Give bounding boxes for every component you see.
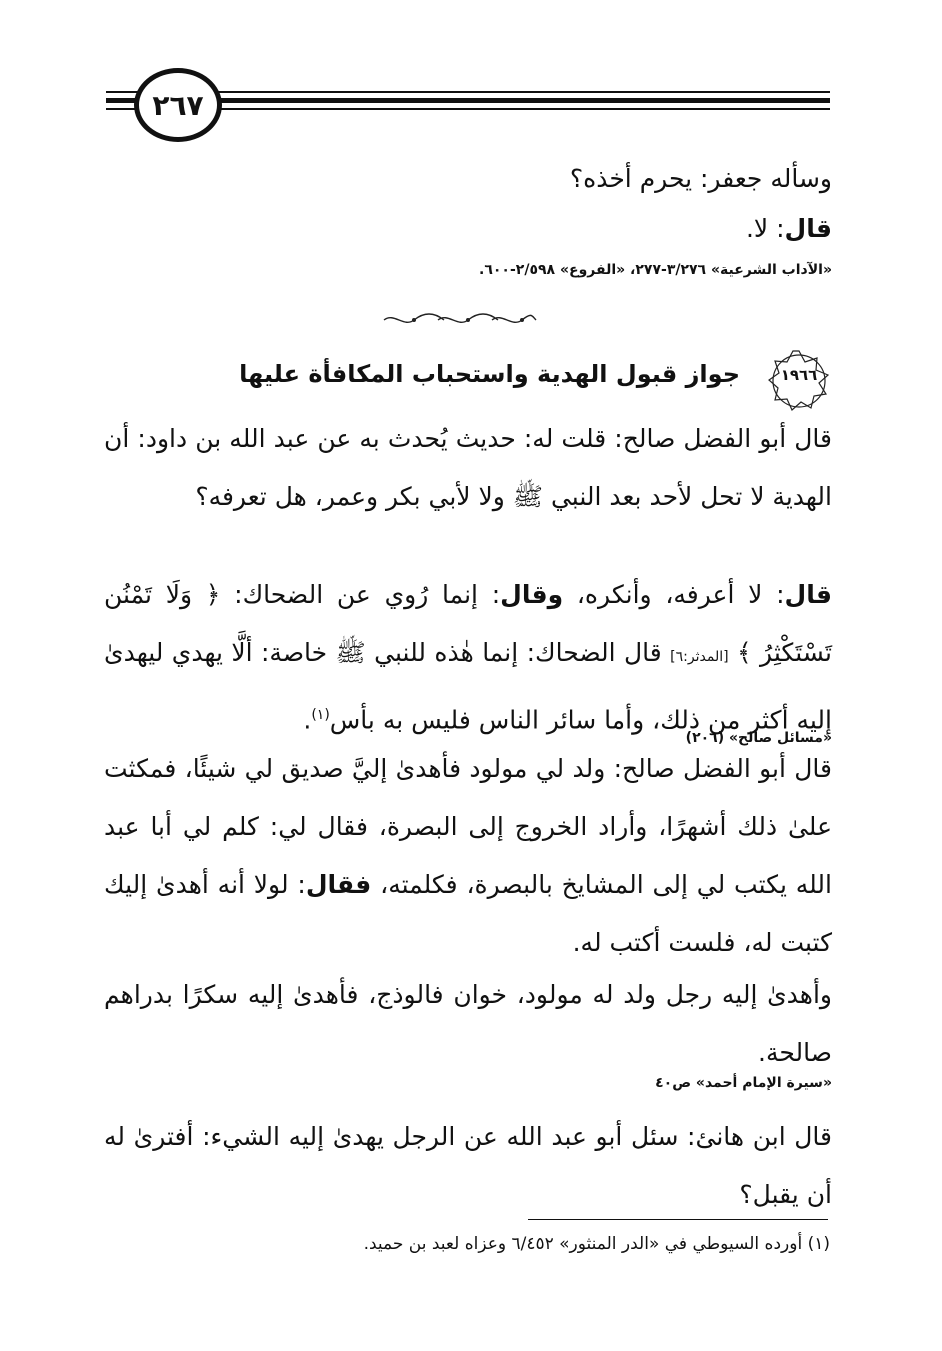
para2-label-2: وقال [500,580,564,609]
paragraph-5: قال ابن هانئ: سئل أبو عبد الله عن الرجل يهدىٰ إليه الشيء: أفترىٰ له أن يقبل؟ [104,1122,832,1209]
para3-label: فقال [305,870,372,899]
paragraph-2 [104,566,832,749]
paragraph-4: وأهدىٰ إليه رجل ولد له مولود، خوان فالوذج، فأهدىٰ إليه سكرًا بدراهم صالحة. [104,980,832,1067]
question-line: وسأله جعفر: يحرم أخذه؟ [569,164,832,193]
para2-label-1: قال [784,580,832,609]
answer-label: قال [784,214,832,243]
para2-end: . [303,705,312,735]
paragraph-3 [104,740,832,972]
quran-reference: [المدثر:٦] [670,649,729,665]
citation-1: «الآداب الشرعية» ٣/٢٧٦-٢٧٧، «الفروع» ٢/٥٩٨-٦٠٠. [479,262,832,278]
section-number: ١٩٦٦ [780,366,818,384]
para2-text-1: : لا أعرفه، وأنكره، [563,580,785,609]
footnote-1-text: أورده السيوطي في «الدر المنثور» ٦/٤٥٢ وعزاه لعبد بن حميد. [363,1234,803,1254]
para2-text-2: : إنما رُوي عن الضحاك: ﴿ وَلَا تَمْنُن تَسْتَكْثِرُ ﴾ [104,580,833,667]
footnote-marker: (١) [311,707,330,723]
paragraph-1: قال أبو الفضل صالح: قلت له: حديث يُحدث به عن عبد الله بن داود: أن الهدية لا تحل لأحد بعد النبي ﷺ ولا لأبي بكر وعمر، هل تعرفه؟ [104,424,832,511]
footnote-rule [528,1219,828,1220]
answer-text: : لا. [745,214,785,243]
citation-2: «مسائل صالح» (٢٠٦) [685,730,832,746]
section-title: جواز قبول الهدية واستحباب المكافأة عليها [239,360,740,388]
ornament-divider-icon [380,312,540,328]
footnote-1-mark: (١) [807,1234,830,1254]
para2-text-3: قال الضحاك: إنما هٰذه للنبي ﷺ خاصة: ألَّا يهدي ليهدىٰ إليه أكثر من ذلك، وأما سائر الناس فليس به بأس [104,638,832,735]
footnote-1 [104,1234,830,1254]
answer-line [104,200,832,258]
para3-text-2: : لولا أنه أهدىٰ إليك كتبت له، فلست أكتب له. [104,870,832,957]
citation-3: «سيرة الإمام أحمد» ص٤٠ [655,1075,832,1091]
para3-text-1: قال أبو الفضل صالح: ولد لي مولود فأهدىٰ إليَّ صديق لي شيئًا، فمكثت علىٰ ذلك أشهرًا، وأراد الخروج إلى البصرة، فقال لي: كلم لي أبا عبد الله يكتب لي إلى المشايخ بالبصرة، فكلمته، [104,754,832,899]
page-number: ٢٦٧ [134,68,222,142]
